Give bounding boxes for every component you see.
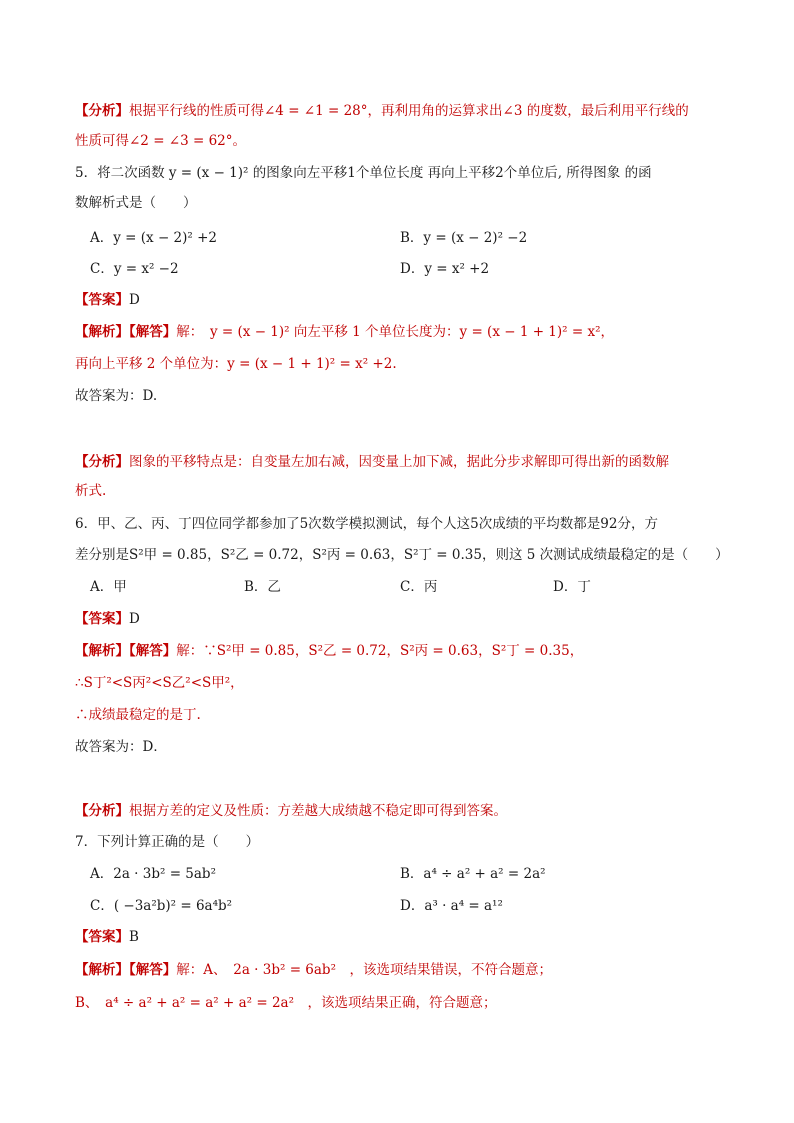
q7-option-a: A．2a · 3b² = 5ab² (90, 866, 216, 882)
q6-solution-line3: ∴成绩最稳定的是丁. (75, 707, 201, 723)
q5-answer (75, 290, 140, 310)
q5-solution-line3: 故答案为：D. (75, 388, 158, 404)
answer-value: D (129, 611, 140, 627)
q6-solution-line4: 故答案为：D． (75, 739, 167, 755)
q6-option-a: A．甲 (90, 579, 127, 595)
answer-value: D (129, 292, 140, 308)
q6-answer (75, 609, 140, 629)
q7-solution-line1 (75, 960, 552, 980)
q5-solution-line2: 再向上平移 2 个单位为：y = (x − 1 + 1)² = x² +2. (75, 356, 397, 372)
analysis-text: 根据方差的定义及性质：方差越大成绩越不稳定即可得到答案。 (129, 803, 507, 819)
analysis-label: 【分析】 (75, 454, 129, 470)
q5-option-b: B．y = (x − 2)² −2 (400, 230, 528, 246)
q7-option-b: B．a⁴ ÷ a² + a² = 2a² (400, 866, 546, 882)
q6-option-d: D．丁 (553, 579, 591, 595)
q6-stem-line2: 差分别是S²甲 = 0.85，S²乙 = 0.72，S²丙 = 0.63，S²丁 = 0.35，则这 5 次测试成绩最稳定的是（ ） (75, 547, 729, 563)
q7-solution-line2: B、 a⁴ ÷ a² + a² = a² + a² = 2a² ，该选项结果正确，符合题意； (75, 995, 497, 1011)
q6-analysis-line1 (75, 801, 507, 821)
q7-option-c: C．( −3a²b)² = 6a⁴b² (90, 898, 233, 914)
q5-analysis-line1 (75, 452, 669, 472)
q6-stem-line1: 6．甲、乙、丙、丁四位同学都参加了5次数学模拟测试，每个人这5次成绩的平均数都是92分，方 (75, 516, 658, 532)
answer-label: 【答案】 (75, 611, 129, 627)
q6-option-b: B．乙 (244, 579, 281, 595)
solution-label: 【解析】【解答】 (75, 324, 177, 340)
analysis-prev-line1 (75, 101, 689, 121)
q7-answer (75, 927, 139, 947)
analysis-text: 图象的平移特点是：自变量左加右减，因变量上加下减，据此分步求解即可得出新的函数解 (129, 454, 669, 470)
q5-analysis-line2: 析式. (75, 483, 107, 499)
analysis-label: 【分析】 (75, 803, 129, 819)
q6-option-c: C．丙 (400, 579, 438, 595)
q7-option-d: D．a³ · a⁴ = a¹² (400, 898, 503, 914)
q5-option-d: D．y = x² +2 (400, 261, 490, 277)
solution-label: 【解析】【解答】 (75, 962, 177, 978)
q5-stem-line1: 5．将二次函数 y = (x − 1)² 的图象向左平移1个单位长度 再向上平移2个单位后, 所得图象 的函 (75, 165, 652, 181)
q6-solution-line1 (75, 641, 583, 661)
solution-text: 解：A、 2a · 3b² = 6ab² ，该选项结果错误，不符合题意； (176, 962, 552, 978)
analysis-prev-line2: 性质可得∠2 = ∠3 = 62°。 (75, 133, 247, 149)
answer-value: B (129, 929, 139, 945)
analysis-text: 根据平行线的性质可得∠4 = ∠1 = 28°，再利用角的运算求出∠3 的度数，最后利用平行线的 (129, 103, 689, 119)
q5-option-a: A．y = (x − 2)² +2 (90, 230, 218, 246)
analysis-label: 【分析】 (75, 103, 129, 119)
solution-label: 【解析】【解答】 (75, 643, 177, 659)
q7-stem-line1: 7．下列计算正确的是（ ） (75, 834, 260, 850)
q5-stem-line2: 数解析式是（ ） (75, 195, 197, 211)
solution-text: 解： y = (x − 1)² 向左平移 1 个单位长度为：y = (x − 1 + 1)² = x²， (176, 324, 614, 340)
answer-label: 【答案】 (75, 929, 129, 945)
q6-solution-line2: ∴S丁²<S丙²<S乙²<S甲²， (75, 675, 244, 691)
solution-text: 解：∵S²甲 = 0.85，S²乙 = 0.72，S²丙 = 0.63，S²丁 = 0.35， (176, 643, 584, 659)
answer-label: 【答案】 (75, 292, 129, 308)
q5-solution-line1 (75, 322, 614, 342)
q5-option-c: C．y = x² −2 (90, 261, 179, 277)
